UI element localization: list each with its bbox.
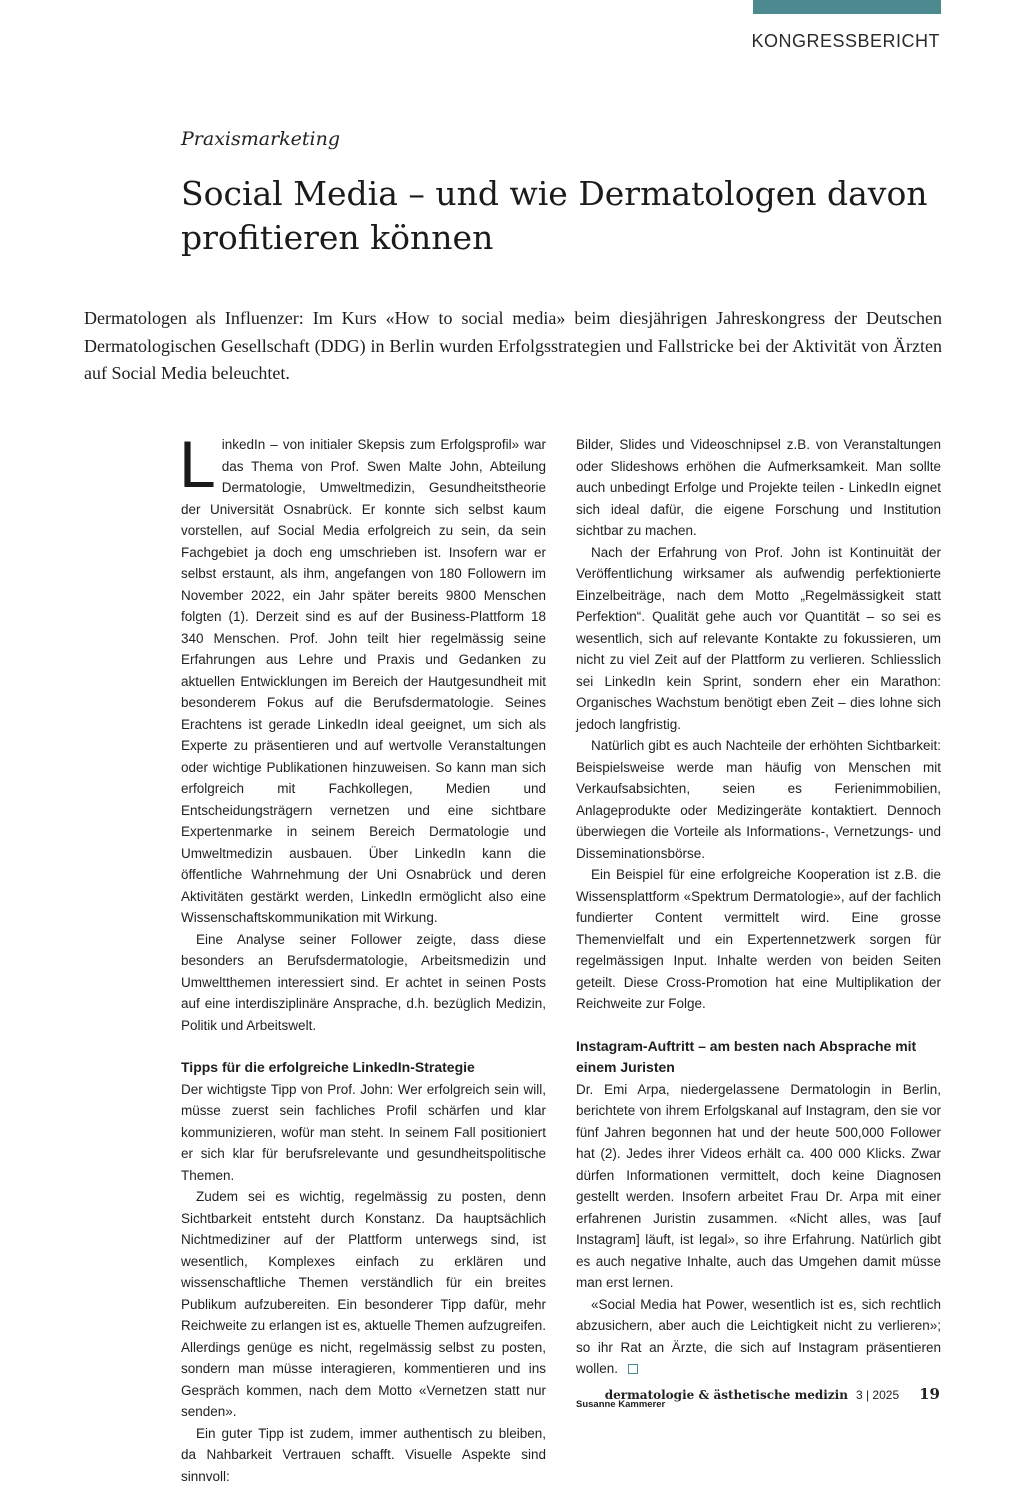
- paragraph: Ein Beispiel für eine erfolgreiche Kooperation ist z.B. die Wissensplattform «Spektrum Dermatologie», auf der fachlich fundierter Content vermittelt wird. Eine grosse Themenvielfalt und ein Expertennetzwerk sorgen für regelmässigen Input. Inhalte werden von beiden Seiten geteilt. Diese Cross-Promotion hat eine Multiplikation der Reichweite zur Folge.: [576, 864, 941, 1015]
- column-right: [576, 434, 941, 1415]
- section-label: KONGRESSBERICHT: [751, 31, 940, 52]
- paragraph: Bilder, Slides und Videoschnipsel z.B. von Veranstaltungen oder Slideshows erhöhen die Aufmerksamkeit. Man sollte auch unbedingt Erfolge und Projekte teilen - LinkedIn eignet sich ideal dafür, die eigene Forschung und Institution sichtbar zu machen.: [576, 434, 941, 542]
- paragraph: [181, 434, 546, 929]
- page-number: 19: [919, 1385, 940, 1403]
- author-name: Susanne Kammerer: [576, 1394, 941, 1416]
- column-left: [181, 434, 546, 1487]
- paragraph: Zudem sei es wichtig, regelmässig zu posten, denn Sichtbarkeit entsteht durch Konstanz. Da hauptsächlich Nichtmediziner auf der Plattform unterwegs sind, ist wesentlich, Komplexes einfach zu erklären und wissenschaftliche Themen verständlich für ein breites Publikum aufzubereiten. Ein besonderer Tipp dafür, mehr Reichweite zu erlangen ist es, aktuelle Themen aufzugreifen. Allerdings genüge es nicht, regelmässig selbst zu posten, sondern man müsse interagieren, kommentieren und ins Gespräch kommen, nach dem Motto «Vernetzen statt nur senden».: [181, 1186, 546, 1423]
- paragraph: Natürlich gibt es auch Nachteile der erhöhten Sichtbarkeit: Beispielsweise werde man häufig von Menschen mit Verkaufsabsichten, seien es Ferienimmobilien, Anlageprodukte oder Medizingeräte kontaktiert. Dennoch überwiegen die Vorteile als Informations-, Vernetzungs- und Disseminationsbörse.: [576, 735, 941, 864]
- end-mark-icon: [628, 1364, 638, 1374]
- paragraph: Nach der Erfahrung von Prof. John ist Kontinuität der Veröffentlichung wirksamer als aufwendig perfektionierte Einzelbeiträge, nach dem Motto „Regelmässigkeit statt Perfektion“. Qualität gehe auch vor Quantität – so sei es wesentlich, sich auf relevante Kontakte zu fokussieren, um nicht zu viel Zeit auf der Plattform zu verlieren. Schliesslich sei LinkedIn kein Sprint, sondern eher ein Marathon: Organisches Wachstum benötigt eben Zeit – dies lohne sich jedoch langfristig.: [576, 542, 941, 736]
- accent-bar: [753, 0, 941, 14]
- subheading: Instagram-Auftritt – am besten nach Absprache mit einem Juristen: [576, 1036, 941, 1079]
- article-title: Social Media – und wie Dermatologen davon profitieren können: [181, 172, 941, 260]
- paragraph: [576, 1294, 941, 1380]
- issue-number: 3 | 2025: [856, 1388, 899, 1402]
- paragraph: Eine Analyse seiner Follower zeigte, dass diese besonders an Berufsdermatologie, Arbeitsmedizin und Umweltthemen interessiert sind. Er achtet in seinen Posts auf eine interdisziplinäre Ansprache, d.h. bezüglich Medizin, Politik und Arbeitswelt.: [181, 929, 546, 1037]
- article-kicker: Praxismarketing: [181, 128, 340, 150]
- paragraph-text: «Social Media hat Power, wesentlich ist es, sich rechtlich abzusichern, aber auch die Leichtigkeit nicht zu verlieren»; so ihr Rat an Ärzte, die sich auf Instagram präsentieren wollen.: [576, 1297, 941, 1377]
- subheading: Tipps für die erfolgreiche LinkedIn-Strategie: [181, 1057, 546, 1079]
- journal-name: dermatologie & ästhetische medizin: [605, 1388, 848, 1402]
- paragraph: Dr. Emi Arpa, niedergelassene Dermatologin in Berlin, berichtete von ihrem Erfolgskanal auf Instagram, den sie vor fünf Jahren begonnen hat und der heute 500,000 Follower hat (2). Jedes ihrer Videos erhält ca. 400 000 Klicks. Zwar dürfen Informationen vermittelt, doch keine Diagnosen gestellt werden. Insofern arbeitet Frau Dr. Arpa mit einer erfahrenen Juristin zusammen. «Nicht alles, was [auf Instagram] läuft, ist legal», so ihre Erfahrung. Natürlich gibt es auch negative Inhalte, auch das Umgehen damit müsse man erst lernen.: [576, 1079, 941, 1294]
- article-lead: Dermatologen als Influenzer: Im Kurs «How to social media» beim diesjährigen Jahreskongress der Deutschen Dermatologischen Gesellschaft (DDG) in Berlin wurden Erfolgsstrategien und Fallstricke bei der Aktivität von Ärzten auf Social Media beleuchtet.: [84, 305, 942, 388]
- paragraph-text: inkedIn – von initialer Skepsis zum Erfolgsprofil» war das Thema von Prof. Swen Malte John, Abteilung Dermatologie, Umweltmedizin, Gesundheitstheorie der Universität Osnabrück. Er konnte sich selbst kaum vorstellen, auf Social Media erfolgreich zu sein, da sein Fachgebiet ja doch eng umschrieben ist. Insofern war er selbst erstaunt, als ihm, angefangen von 180 Followern im November 2022, ein Jahr später bereits 9800 Menschen folgten (1). Derzeit sind es auf der Business-Plattform 18 340 Menschen. Prof. John teilt hier regelmässig seine Erfahrungen aus Lehre und Praxis und Gedanken zu aktuellen Entwicklungen im Bereich der Hautgesundheit mit besonderem Fokus auf die Berufsdermatologie. Seines Erachtens ist gerade LinkedIn ideal geeignet, um sich als Experte zu präsentieren und auf wertvolle Veranstaltungen oder wichtige Publikationen hinzuweisen. So kann man sich erfolgreich mit Fachkollegen, Medien und Entscheidungsträgern vernetzen und eine sichtbare Expertenmarke in seinem Bereich Dermatologie und Umweltmedizin ausbauen. Über LinkedIn kann die öffentliche Wahrnehmung der Uni Osnabrück und deren Aktivitäten gestärkt werden, LinkedIn ermöglicht also eine Wissenschaftskommunikation mit Wirkung.: [181, 437, 546, 925]
- drop-cap: L: [179, 436, 216, 492]
- paragraph: Ein guter Tipp ist zudem, immer authentisch zu bleiben, da Nahbarkeit Vertrauen schafft. Visuelle Aspekte sind sinnvoll:: [181, 1423, 546, 1487]
- paragraph: Der wichtigste Tipp von Prof. John: Wer erfolgreich sein will, müsse zuerst sein fachliches Profil schärfen und klar kommunizieren, wofür man steht. In seinem Fall positioniert er sich klar für berufsrelevante und gesundheitspolitische Themen.: [181, 1079, 546, 1187]
- page-footer: [605, 1385, 940, 1403]
